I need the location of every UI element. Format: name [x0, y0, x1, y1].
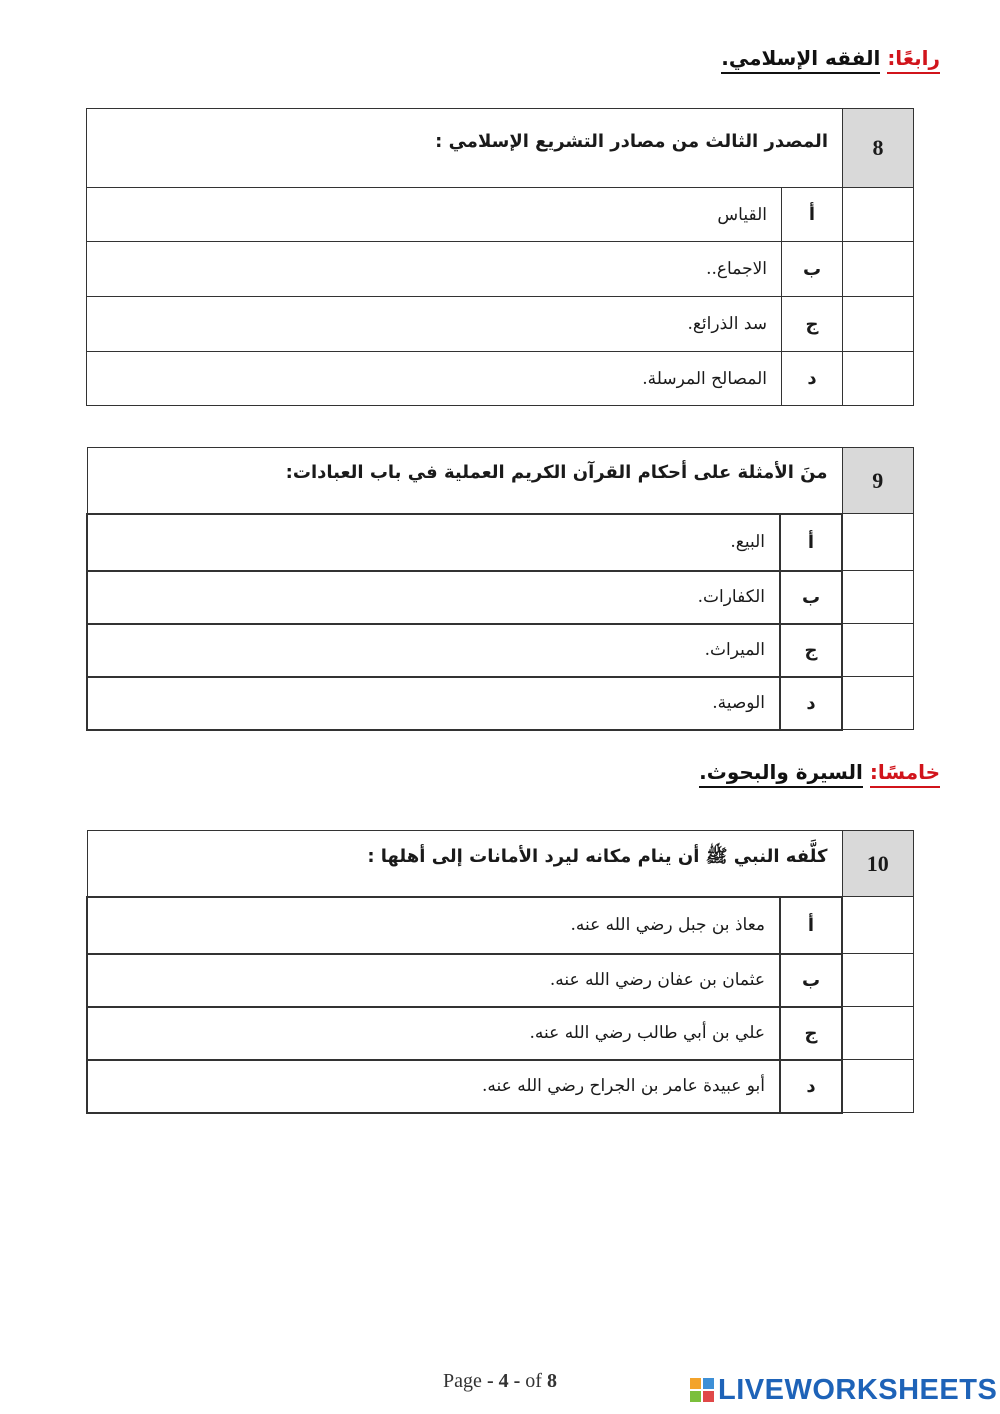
question-text: المصدر الثالث من مصادر التشريع الإسلامي :	[87, 109, 843, 188]
option-letter: ب	[780, 571, 842, 624]
option-text: الاجماع..	[87, 242, 782, 297]
section-label: رابعًا:	[887, 46, 940, 70]
answer-cell[interactable]	[842, 897, 914, 954]
answer-cell[interactable]	[842, 954, 914, 1007]
option-text: الوصية.	[87, 677, 780, 730]
option-letter: ج	[780, 1007, 842, 1060]
question-number: 9	[842, 448, 914, 514]
option-letter: أ	[780, 514, 842, 571]
liveworksheets-brand[interactable]	[690, 1372, 997, 1408]
option-letter: ب	[780, 954, 842, 1007]
option-letter: ب	[782, 242, 843, 297]
option-row[interactable]	[87, 954, 914, 1007]
answer-cell[interactable]	[842, 514, 914, 571]
option-text: سد الذرائع.	[87, 297, 782, 352]
answer-cell[interactable]	[843, 297, 914, 352]
option-text: عثمان بن عفان رضي الله عنه.	[87, 954, 780, 1007]
option-text: القياس	[87, 188, 782, 242]
option-row[interactable]	[87, 352, 914, 406]
answer-cell[interactable]	[842, 571, 914, 624]
option-letter: ج	[782, 297, 843, 352]
page-current: - 4 -	[486, 1370, 521, 1392]
answer-cell[interactable]	[843, 352, 914, 406]
option-row[interactable]	[87, 897, 914, 954]
option-letter: د	[780, 1060, 842, 1113]
option-row[interactable]	[87, 571, 914, 624]
section-title: السيرة والبحوث.	[699, 760, 863, 788]
option-letter: د	[782, 352, 843, 406]
question-text: كلَّفه النبي ﷺ أن ينام مكانه ليرد الأمانات إلى أهلها :	[87, 831, 842, 897]
option-letter: د	[780, 677, 842, 730]
option-row[interactable]	[87, 1007, 914, 1060]
option-row[interactable]	[87, 624, 914, 677]
answer-cell[interactable]	[842, 1060, 914, 1113]
answer-cell[interactable]	[843, 242, 914, 297]
liveworksheets-logo-icon	[690, 1378, 714, 1402]
section-heading-fiqh	[721, 46, 940, 70]
question-9-table	[86, 447, 914, 731]
option-row[interactable]	[87, 297, 914, 352]
option-text: البيع.	[87, 514, 780, 571]
option-text: الميراث.	[87, 624, 780, 677]
option-text: أبو عبيدة عامر بن الجراح رضي الله عنه.	[87, 1060, 780, 1113]
answer-cell[interactable]	[842, 624, 914, 677]
section-label: خامسًا:	[869, 760, 940, 784]
question-text: منَ الأمثلة على أحكام القرآن الكريم العملية في باب العبادات:	[87, 448, 842, 514]
option-row[interactable]	[87, 188, 914, 242]
option-text: علي بن أبي طالب رضي الله عنه.	[87, 1007, 780, 1060]
option-letter: أ	[780, 897, 842, 954]
question-number: 8	[843, 109, 914, 188]
option-row[interactable]	[87, 242, 914, 297]
option-letter: ج	[780, 624, 842, 677]
answer-cell[interactable]	[842, 677, 914, 730]
option-text: الكفارات.	[87, 571, 780, 624]
option-text: معاذ بن جبل رضي الله عنه.	[87, 897, 780, 954]
question-10-table	[86, 830, 914, 1114]
page-prefix: Page	[443, 1370, 482, 1392]
page-of: of	[525, 1370, 542, 1392]
option-row[interactable]	[87, 1060, 914, 1113]
answer-cell[interactable]	[843, 188, 914, 242]
option-letter: أ	[782, 188, 843, 242]
option-row[interactable]	[87, 514, 914, 571]
section-heading-seerah	[699, 760, 940, 784]
question-8-table	[86, 108, 914, 406]
page-total: 8	[546, 1370, 557, 1392]
section-title: الفقه الإسلامي.	[721, 46, 880, 74]
brand-name: LIVEWORKSHEETS	[718, 1373, 998, 1406]
option-text: المصالح المرسلة.	[87, 352, 782, 406]
question-number: 10	[842, 831, 914, 897]
option-row[interactable]	[87, 677, 914, 730]
answer-cell[interactable]	[842, 1007, 914, 1060]
